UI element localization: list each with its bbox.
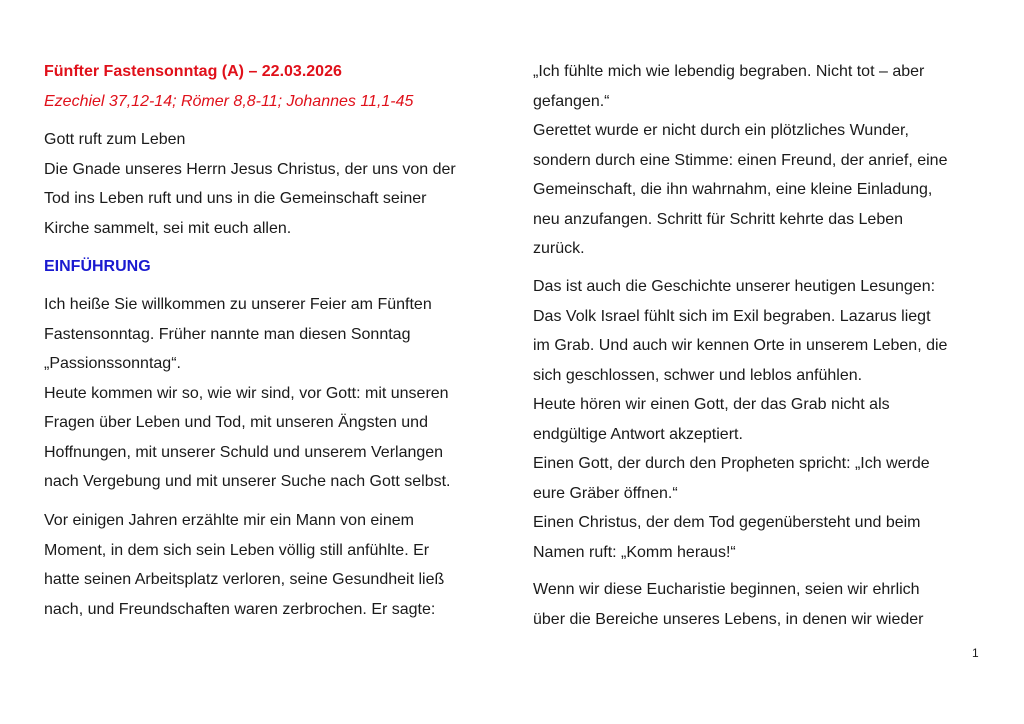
text-line: eure Gräber öffnen.“ <box>533 484 678 502</box>
text-line: nach Vergebung und mit unserer Suche nach Gott selbst. <box>44 473 451 490</box>
text-line: im Grab. Und auch wir kennen Orte in unserem Leben, die <box>533 337 948 354</box>
text-line: Fastensonntag. Früher nannte man diesen Sonntag <box>44 325 411 343</box>
text-line: Kirche sammelt, sei mit euch allen. <box>44 219 292 237</box>
text-line: Hoffnungen, mit unserer Schuld und unserem Verlangen <box>44 443 444 461</box>
intro-paragraph <box>44 290 504 497</box>
text-line: endgültige Antwort akzeptiert. <box>533 425 743 443</box>
text-line: Namen ruft: „Komm heraus!“ <box>533 543 736 561</box>
text-line: sich geschlossen, schwer und leblos anfühlen. <box>533 366 863 384</box>
text-line: Das Volk Israel fühlt sich im Exil begraben. Lazarus liegt <box>533 307 931 325</box>
text-line: gefangen.“ <box>533 92 610 110</box>
text-line: „Ich fühlte mich wie lebendig begraben. Nicht tot – aber <box>533 63 925 80</box>
section-heading: EINFÜHRUNG <box>44 258 151 275</box>
scripture-references: Ezechiel 37,12-14; Römer 8,8-11; Johannes 11,1-45 <box>44 92 414 110</box>
text-line: Gemeinschaft, die ihn wahrnahm, eine kleine Einladung, <box>533 181 933 198</box>
section-heading-block <box>44 252 504 282</box>
text-line: „Passionssonntag“. <box>44 355 181 372</box>
document-title-block <box>44 57 504 116</box>
text-line: nach, und Freundschaften waren zerbrochen. Er sagte: <box>44 600 436 618</box>
text-line: hatte seinen Arbeitsplatz verloren, seine Gesundheit ließ <box>44 571 445 588</box>
text-line: Das ist auch die Geschichte unserer heutigen Lesungen: <box>533 278 936 295</box>
text-line: Die Gnade unseres Herrn Jesus Christus, der uns von der <box>44 160 456 178</box>
text-line: Tod ins Leben ruft und uns in die Gemeinschaft seiner <box>44 190 427 207</box>
eucharist-paragraph <box>533 575 993 634</box>
text-line: Einen Christus, der dem Tod gegenübersteht und beim <box>533 514 921 531</box>
document-title: Fünfter Fastensonntag (A) – 22.03.2026 <box>44 63 342 80</box>
text-line: Einen Gott, der durch den Propheten spricht: „Ich werde <box>533 455 930 472</box>
text-line: Wenn wir diese Eucharistie beginnen, seien wir ehrlich <box>533 581 920 598</box>
text-line: sondern durch eine Stimme: einen Freund, der anrief, eine <box>533 151 948 169</box>
text-line: Heute kommen wir so, wie wir sind, vor Gott: mit unseren <box>44 384 449 402</box>
story-paragraph <box>44 506 504 624</box>
text-line: Gerettet wurde er nicht durch ein plötzliches Wunder, <box>533 122 909 139</box>
text-line: Fragen über Leben und Tod, mit unseren Ängsten und <box>44 414 428 431</box>
text-line: Gott ruft zum Leben <box>44 131 186 148</box>
quote-paragraph <box>533 57 993 264</box>
text-line: Heute hören wir einen Gott, der das Grab nicht als <box>533 396 890 413</box>
text-line: neu anzufangen. Schritt für Schritt kehrte das Leben <box>533 210 904 228</box>
text-line: über die Bereiche unseres Lebens, in denen wir wieder <box>533 610 924 628</box>
text-line: Vor einigen Jahren erzählte mir ein Mann von einem <box>44 512 414 529</box>
text-line: zurück. <box>533 240 585 257</box>
text-line: Moment, in dem sich sein Leben völlig still anfühlte. Er <box>44 541 430 559</box>
page-number: 1 <box>972 646 979 660</box>
readings-paragraph <box>533 272 993 567</box>
greeting-paragraph <box>44 125 504 243</box>
text-line: Ich heiße Sie willkommen zu unserer Feier am Fünften <box>44 296 432 313</box>
